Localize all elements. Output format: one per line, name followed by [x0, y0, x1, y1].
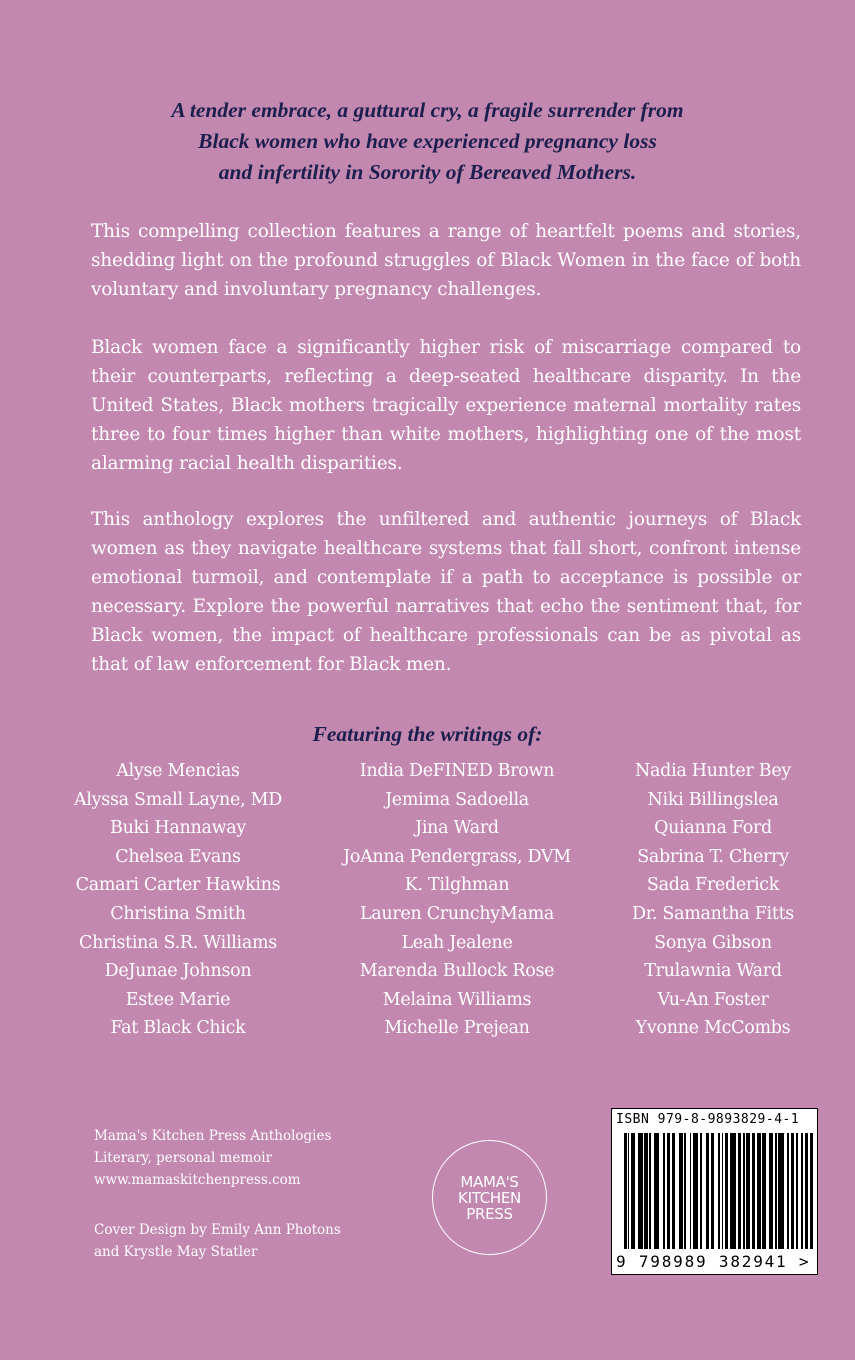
barcode-bar	[771, 1133, 773, 1249]
publisher-logo	[432, 1140, 547, 1255]
barcode-bar	[674, 1133, 676, 1249]
barcode-bar	[640, 1133, 643, 1249]
barcode-bar	[739, 1133, 741, 1249]
barcode-bar	[624, 1133, 627, 1249]
contributors-column-1	[28, 757, 328, 1043]
contributor-name: Sabrina T. Cherry	[637, 846, 789, 867]
publisher-info	[94, 1125, 331, 1191]
publisher-website: www.mamaskitchenpress.com	[94, 1172, 301, 1188]
barcode-bar	[748, 1133, 750, 1249]
contributor-name: DeJunae Johnson	[104, 961, 252, 982]
contributor-name: Estee Marie	[125, 989, 231, 1010]
barcode-bar	[681, 1133, 683, 1249]
contributor-name: JoAnna Pendergrass, DVM	[343, 846, 571, 867]
description-paragraph-1: This compelling collection features a range of heartfelt poems and stories, shedding light on the profound struggles of Black Women in the face of both voluntary and involuntary pregnancy challenges.	[91, 221, 801, 300]
contributor-name: Leah Jealene	[401, 932, 513, 953]
barcode-bar	[668, 1133, 670, 1249]
featuring-heading: Featuring the writings of:	[312, 722, 543, 746]
contributor-name: India DeFINED Brown	[359, 761, 555, 781]
contributor-name: Jina Ward	[415, 818, 499, 839]
barcode-bar	[792, 1133, 794, 1249]
cover-credits	[94, 1219, 341, 1263]
barcode-bar	[759, 1133, 761, 1249]
contributor-name: Sonya Gibson	[654, 932, 772, 953]
contributor-name: Buki Hannaway	[110, 818, 246, 839]
contributor-name: Vu-An Foster	[657, 989, 769, 1010]
logo-line: KITCHEN	[458, 1188, 521, 1207]
logo-line: PRESS	[466, 1204, 513, 1223]
contributor-name: Dr. Samantha Fitts	[631, 903, 794, 924]
barcode-bar	[787, 1133, 789, 1249]
barcode-bar	[649, 1133, 651, 1249]
barcode-bar	[734, 1133, 736, 1249]
contributor-name: Nadia Hunter Bey	[635, 761, 791, 781]
isbn-label: ISBN 979-8-9893829-4-1	[616, 1112, 800, 1127]
contributors-column-3	[563, 757, 855, 1043]
barcode-bar	[718, 1133, 720, 1249]
tagline	[80, 95, 775, 188]
barcode-bar	[801, 1133, 803, 1249]
barcode-bar	[775, 1133, 777, 1249]
contributor-name: Marenda Bullock Rose	[359, 961, 555, 982]
description-paragraph-3: This anthology explores the unfiltered and authentic journeys of Black women as they navigate healthcare systems that fall short, confront intense emotional turmoil, and contemplate if a path to acceptance is possible or necessary. Explore the powerful narratives that echo the sentiment that, for Black women, the impact of healthcare professionals can be as pivotal as that of law enforcement for Black men.	[91, 509, 801, 675]
barcode-bar	[663, 1133, 665, 1249]
barcode-bar	[700, 1133, 702, 1249]
barcode-bar	[690, 1133, 692, 1249]
isbn-barcode	[611, 1108, 818, 1275]
barcode-bar	[810, 1133, 813, 1249]
contributors-column-2	[307, 757, 607, 1043]
barcode-bar	[713, 1133, 715, 1249]
barcode-bar	[752, 1133, 755, 1249]
barcode-bar	[684, 1133, 686, 1249]
contributor-name: Alyse Mencias	[116, 761, 240, 781]
barcode-bar	[697, 1133, 699, 1249]
publisher-name: Mama's Kitchen Press Anthologies	[94, 1128, 332, 1144]
barcode-bar	[707, 1133, 709, 1249]
credits-line: and Krystle May Statler	[94, 1244, 258, 1260]
contributor-name: Yvonne McCombs	[635, 1018, 791, 1039]
ean-digits: 9 798989 382941 >	[616, 1252, 811, 1271]
barcode-bar	[782, 1133, 784, 1249]
contributor-name: Michelle Prejean	[384, 1018, 530, 1039]
barcode-bar	[645, 1133, 648, 1249]
contributor-name: Melaina Williams	[382, 989, 532, 1010]
tagline-line: Black women who have experienced pregnancy loss	[198, 129, 657, 153]
tagline-line: A tender embrace, a guttural cry, a fragile surrender from	[171, 98, 684, 122]
barcode-bar	[725, 1133, 728, 1249]
barcode-bar	[722, 1133, 724, 1249]
contributor-name: K. Tilghman	[404, 875, 510, 896]
contributor-name: Sada Frederick	[646, 875, 780, 896]
contributor-name: Camari Carter Hawkins	[75, 875, 281, 896]
barcode-bar	[628, 1133, 630, 1249]
publisher-genre: Literary, personal memoir	[94, 1150, 273, 1166]
credits-line: Cover Design by Emily Ann Photons	[94, 1222, 341, 1238]
contributor-name: Chelsea Evans	[115, 846, 241, 867]
tagline-line: and infertility in Sorority of Bereaved Mothers.	[218, 160, 637, 184]
barcode-bar	[764, 1133, 766, 1249]
contributor-name: Alyssa Small Layne, MD	[74, 789, 282, 810]
barcode-bar	[633, 1133, 635, 1249]
contributor-name: Trulawnia Ward	[644, 961, 782, 982]
contributor-name: Lauren CrunchyMama	[359, 903, 555, 924]
description-paragraph-2: Black women face a significantly higher risk of miscarriage compared to their counterparts, reflecting a deep-seated healthcare disparity. In the United States, Black mothers tragically experience maternal mortality rates three to four times higher than white mothers, highlighting one of the most alarming racial health disparities.	[91, 337, 801, 474]
barcode-bar	[807, 1133, 809, 1249]
contributor-name: Christina S.R. Williams	[79, 932, 277, 953]
contributor-name: Quianna Ford	[654, 818, 772, 839]
barcode-bar	[743, 1133, 745, 1249]
contributor-name: Fat Black Chick	[110, 1018, 246, 1039]
barcode-bar	[658, 1133, 660, 1249]
logo-line: MAMA'S	[460, 1172, 519, 1191]
barcode-bar	[796, 1133, 798, 1249]
contributor-name: Niki Billingslea	[647, 789, 779, 810]
contributor-name: Christina Smith	[110, 903, 246, 924]
contributor-name: Jemima Sadoella	[385, 789, 529, 810]
barcode-bars-icon	[624, 1133, 812, 1249]
